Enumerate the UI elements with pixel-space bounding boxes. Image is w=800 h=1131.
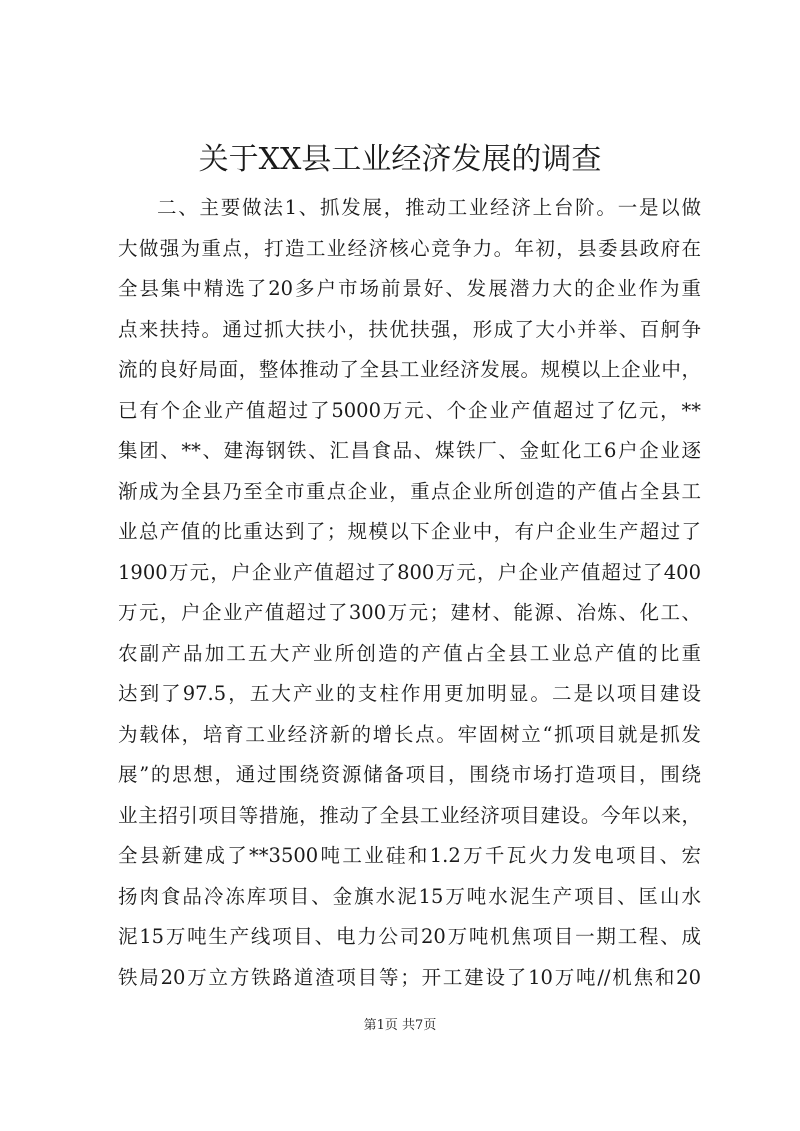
body-line: 扬肉食品冷冻库项目、金旗水泥15万吨水泥生产项目、匡山水 — [118, 884, 701, 908]
document-body — [118, 188, 701, 998]
body-line: 达到了97.5，五大产业的支柱作用更加明显。二是以项目建设 — [118, 682, 701, 705]
body-line: 1900万元，户企业产值超过了800万元，户企业产值超过了400 — [118, 560, 701, 584]
body-line: 业主招引项目等措施，推动了全县工业经济项目建设。今年以来， — [118, 803, 701, 827]
page-footer: 第1页 共7页 — [363, 1018, 437, 1033]
document-title: 关于XX县工业经济发展的调查 — [198, 142, 602, 177]
body-line: 为载体，培育工业经济新的增长点。牢固树立“抓项目就是抓发 — [118, 722, 701, 746]
body-line: 渐成为全县乃至全市重点企业，重点企业所创造的产值占全县工 — [118, 479, 701, 503]
body-line: 全县新建成了**3500吨工业硅和1.2万千瓦火力发电项目、宏 — [118, 844, 701, 867]
body-line: 万元，户企业产值超过了300万元；建材、能源、冶炼、化工、 — [118, 601, 701, 624]
body-line: 泥15万吨生产线项目、电力公司20万吨机焦项目一期工程、成 — [118, 925, 701, 948]
body-line: 业总产值的比重达到了；规模以下企业中，有户企业生产超过了 — [118, 520, 701, 543]
body-line: 已有个企业产值超过了5000万元、个企业产值超过了亿元，** — [118, 398, 701, 422]
body-line: 大做强为重点，打造工业经济核心竞争力。年初，县委县政府在 — [118, 236, 701, 260]
body-line: 展”的思想，通过围绕资源储备项目，围绕市场打造项目，围绕 — [118, 763, 701, 786]
body-line: 流的良好局面，整体推动了全县工业经济发展。规模以上企业中， — [118, 358, 701, 381]
body-line: 铁局20万立方铁路道渣项目等；开工建设了10万吨//机焦和20 — [118, 965, 701, 989]
body-line: 农副产品加工五大产业所创造的产值占全县工业总产值的比重 — [118, 641, 701, 665]
body-line: 二、主要做法1、抓发展，推动工业经济上台阶。一是以做 — [157, 196, 701, 219]
body-line: 集团、**、建海钢铁、汇昌食品、煤铁厂、金虹化工6户企业逐 — [118, 439, 701, 462]
body-line: 全县集中精选了20多户市场前景好、发展潜力大的企业作为重 — [118, 277, 701, 300]
body-line: 点来扶持。通过抓大扶小，扶优扶强，形成了大小并举、百舸争 — [118, 317, 701, 341]
